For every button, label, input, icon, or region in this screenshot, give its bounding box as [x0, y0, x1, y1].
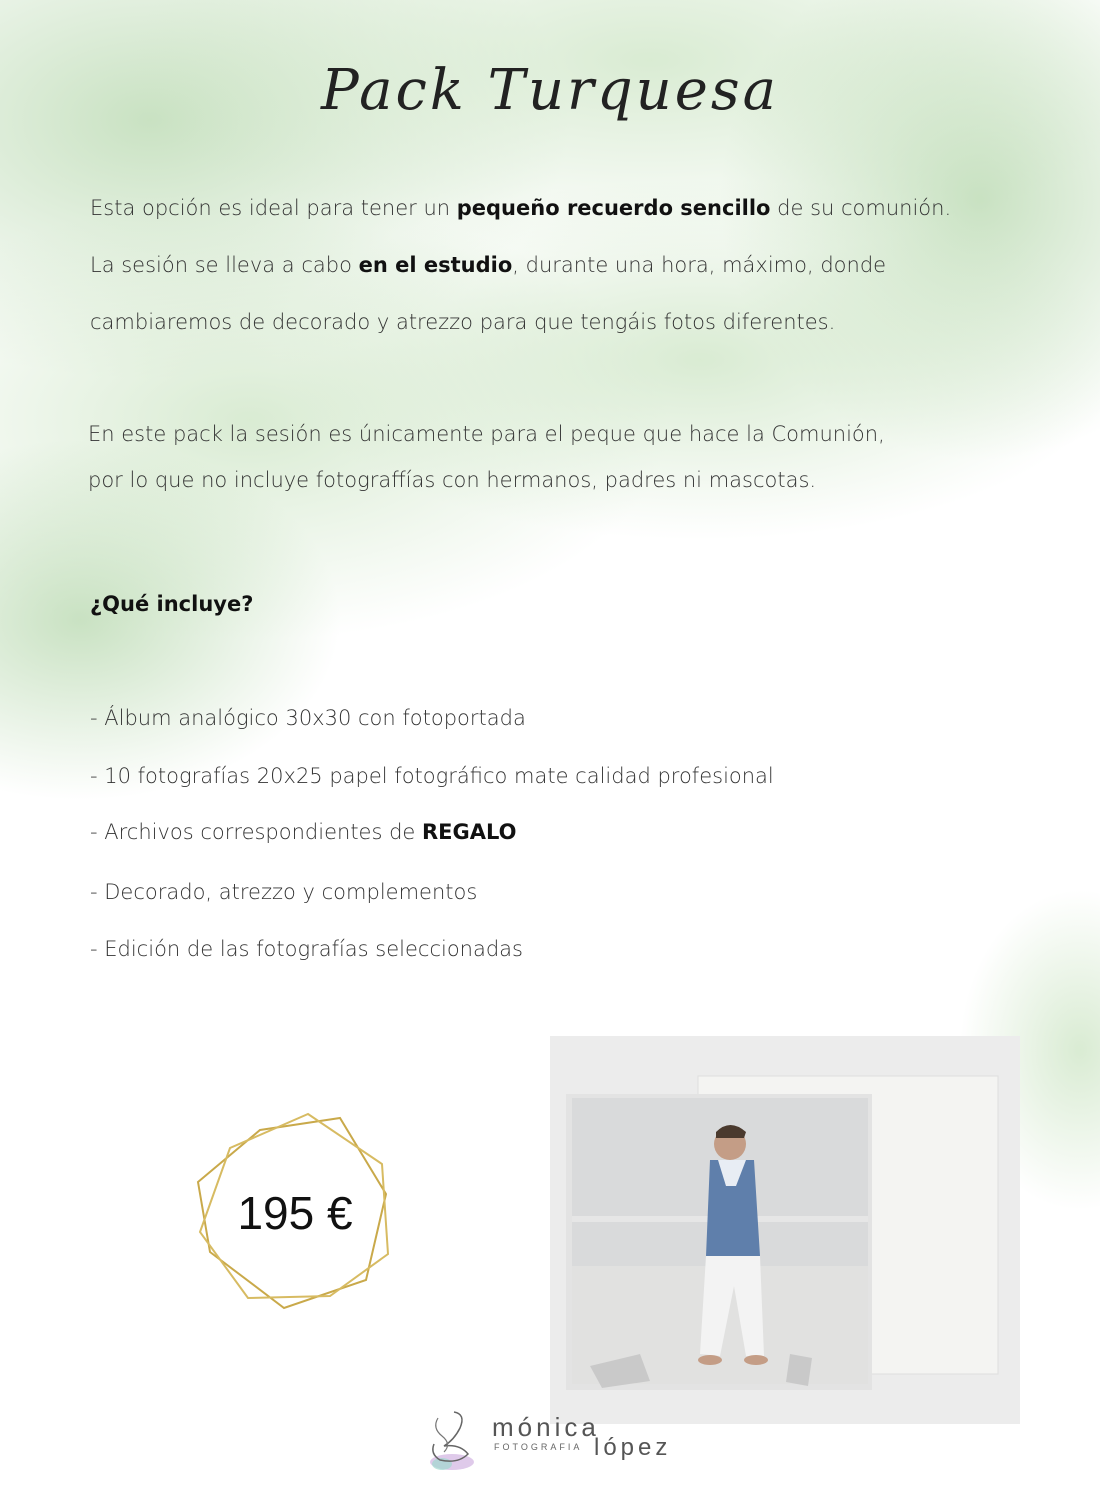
intro-line-3: cambiaremos de decorado y atrezzo para que tengáis fotos diferentes.: [90, 310, 836, 334]
includes-heading: ¿Qué incluye?: [90, 592, 254, 616]
include-item-prints: - 10 fotografías 20x25 papel fotográfico mate calidad profesional: [90, 764, 774, 788]
note-line-2: por lo que no incluye fotograffías con hermanos, padres ni mascotas.: [88, 468, 817, 492]
logo-surname: lópez: [594, 1434, 672, 1461]
intro-line-1: Esta opción es ideal para tener un pequeño recuerdo sencillo de su comunión.: [90, 196, 952, 220]
intro-line-2: La sesión se lleva a cabo en el estudio, durante una hora, máximo, donde: [90, 253, 887, 277]
logo-name: mónica: [492, 1412, 600, 1442]
price-value: 195 €: [237, 1187, 353, 1239]
page-title: Pack Turquesa: [320, 58, 779, 123]
price-badge: [190, 1112, 400, 1312]
logo-subtitle: FOTOGRAFIA: [494, 1442, 583, 1452]
include-item-editing: - Edición de las fotografías seleccionadas: [90, 937, 523, 961]
include-item-decor: - Decorado, atrezzo y complementos: [90, 880, 478, 904]
include-item-files: - Archivos correspondientes de REGALO: [90, 820, 517, 844]
swan-logo-icon: [424, 1404, 484, 1474]
note-line-1: En este pack la sesión es únicamente para el peque que hace la Comunión,: [88, 422, 885, 446]
brand-logo: [424, 1404, 684, 1484]
album-photo: [550, 1036, 1020, 1424]
include-item-album: - Álbum analógico 30x30 con fotoportada: [90, 706, 526, 730]
